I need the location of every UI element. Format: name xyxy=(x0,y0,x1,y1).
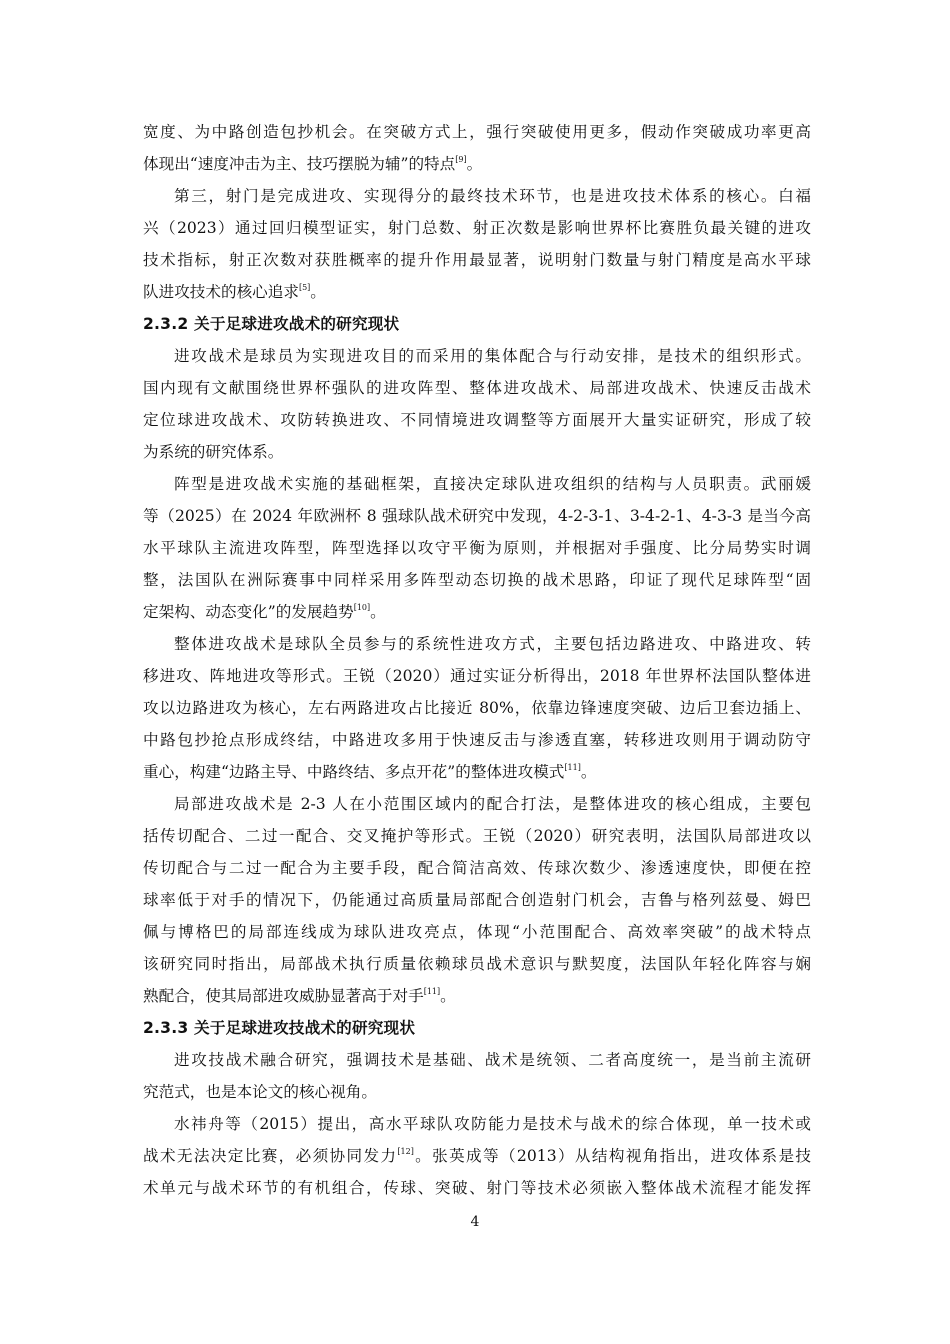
citation-marker: [5] xyxy=(298,283,311,292)
text-line xyxy=(143,404,811,436)
line-text: 局部进攻战术是 2-3 人在小范围区域内的配合打法，是整体进攻的核心组成，主要包 xyxy=(174,795,811,813)
line-text: 定架构、动态变化”的发展趋势 xyxy=(143,603,354,621)
line-text: 定位球进攻战术、攻防转换进攻、不同情境进攻调整等方面展开大量实证研究，形成了较 xyxy=(143,411,811,429)
line-text: 水祎舟等（2015）提出，高水平球队攻防能力是技术与战术的综合体现，单一技术或 xyxy=(174,1115,811,1133)
line-text: 为系统的研究体系。 xyxy=(143,443,284,461)
line-text: 移进攻、阵地进攻等形式。王锐（2020）通过实证分析得出，2018 年世界杯法国队整体进 xyxy=(143,667,811,685)
section-heading xyxy=(143,1012,811,1044)
line-text: 括传切配合、二过一配合、交叉掩护等形式。王锐（2020）研究表明，法国队局部进攻以 xyxy=(143,827,811,845)
line-text: 水平球队主流进攻阵型，阵型选择以攻守平衡为原则，并根据对手强度、比分局势实时调 xyxy=(143,539,811,557)
line-text: 传切配合与二过一配合为主要手段，配合简洁高效、传球次数少、渗透速度快，即便在控 xyxy=(143,859,811,877)
text-line xyxy=(143,916,811,948)
text-line xyxy=(143,884,811,916)
text-line xyxy=(143,532,811,564)
line-text-tail: 。张英成等（2013）从结构视角指出，进攻体系是技 xyxy=(413,1147,811,1165)
citation-marker: [9] xyxy=(455,155,467,164)
text-line xyxy=(143,628,811,660)
line-text: 进攻战术是球员为实现进攻目的而采用的集体配合与行动安排，是技术的组织形式。 xyxy=(174,347,811,365)
text-line xyxy=(143,692,811,724)
line-text: 整体进攻战术是球队全员参与的系统性进攻方式，主要包括边路进攻、中路进攻、转 xyxy=(174,635,811,653)
text-line xyxy=(143,660,811,692)
text-line xyxy=(143,436,811,468)
line-text-tail: 。 xyxy=(310,283,326,301)
line-text: 进攻技战术融合研究，强调技术是基础、战术是统领、二者高度统一，是当前主流研 xyxy=(174,1051,811,1069)
line-text-tail: 。 xyxy=(466,155,483,173)
line-text-tail: 。 xyxy=(370,603,386,621)
line-text: 术单元与战术环节的有机组合，传球、突破、射门等技术必须嵌入整体战术流程才能发挥 xyxy=(143,1179,811,1197)
line-text: 球率低于对手的情况下，仍能通过高质量局部配合创造射门机会，吉鲁与格列兹曼、姆巴 xyxy=(143,891,811,909)
text-line xyxy=(143,852,811,884)
line-text: 队进攻技术的核心追求 xyxy=(143,283,299,301)
body-text xyxy=(143,116,811,1204)
text-line xyxy=(143,148,811,180)
line-text: 攻以边路进攻为核心，左右两路进攻占比接近 80%，依靠边锋速度突破、边后卫套边插上、 xyxy=(143,699,811,717)
text-line xyxy=(143,180,811,212)
text-line xyxy=(143,500,811,532)
text-line xyxy=(143,564,811,596)
text-line xyxy=(143,340,811,372)
text-line xyxy=(143,596,811,628)
line-text: 国内现有文献围绕世界杯强队的进攻阵型、整体进攻战术、局部进攻战术、快速反击战术 xyxy=(143,379,811,397)
page-number: 4 xyxy=(470,1214,480,1230)
line-text: 2.3.3 关于足球进攻技战术的研究现状 xyxy=(143,1019,416,1037)
text-line xyxy=(143,948,811,980)
line-text: 阵型是进攻战术实施的基础框架，直接决定球队进攻组织的结构与人员职责。武丽媛 xyxy=(174,475,811,493)
citation-marker: [11] xyxy=(423,987,441,996)
line-text: 体现出“速度冲击为主、技巧摆脱为辅”的特点 xyxy=(143,155,456,173)
text-line xyxy=(143,1108,811,1140)
line-text: 2.3.2 关于足球进攻战术的研究现状 xyxy=(143,315,400,333)
text-line xyxy=(143,980,811,1012)
line-text: 技术指标，射正次数对获胜概率的提升作用最显著，说明射门数量与射门精度是高水平球 xyxy=(143,251,811,269)
line-text: 战术无法决定比赛，必须协同发力 xyxy=(143,1147,398,1165)
line-text: 兴（2023）通过回归模型证实，射门总数、射正次数是影响世界杯比赛胜负最关键的进攻 xyxy=(143,219,811,237)
text-line xyxy=(143,724,811,756)
text-line xyxy=(143,244,811,276)
line-text: 第三，射门是完成进攻、实现得分的最终技术环节，也是进攻技术体系的核心。白福 xyxy=(174,187,811,205)
line-text: 重心，构建“边路主导、中路终结、多点开花”的整体进攻模式 xyxy=(143,763,565,781)
text-line xyxy=(143,1044,811,1076)
text-line xyxy=(143,116,811,148)
text-line xyxy=(143,1076,811,1108)
line-text: 究范式，也是本论文的核心视角。 xyxy=(143,1083,377,1101)
text-line xyxy=(143,212,811,244)
line-text: 该研究同时指出，局部战术执行质量依赖球员战术意识与默契度，法国队年轻化阵容与娴 xyxy=(143,955,811,973)
line-text-tail: 。 xyxy=(440,987,456,1005)
line-text: 宽度、为中路创造包抄机会。在突破方式上，强行突破使用更多，假动作突破成功率更高 xyxy=(143,123,811,141)
text-line xyxy=(143,372,811,404)
text-line xyxy=(143,1140,811,1172)
line-text: 整，法国队在洲际赛事中同样采用多阵型动态切换的战术思路，印证了现代足球阵型“固 xyxy=(143,571,811,589)
text-line xyxy=(143,468,811,500)
citation-marker: [10] xyxy=(353,603,371,612)
text-line xyxy=(143,276,811,308)
line-text: 佩与博格巴的局部连线成为球队进攻亮点，体现“小范围配合、高效率突破”的战术特点 xyxy=(143,923,811,941)
section-heading xyxy=(143,308,811,340)
line-text: 熟配合，使其局部进攻威胁显著高于对手 xyxy=(143,987,424,1005)
citation-marker: [12] xyxy=(397,1147,414,1156)
line-text: 中路包抄抢点形成终结，中路进攻多用于快速反击与渗透直塞，转移进攻则用于调动防守 xyxy=(143,731,811,749)
text-line xyxy=(143,788,811,820)
text-line xyxy=(143,756,811,788)
line-text: 等（2025）在 2024 年欧洲杯 8 强球队战术研究中发现，4-2-3-1、3-4-2-1、4-3-3 是当今高 xyxy=(143,507,811,525)
text-line xyxy=(143,1172,811,1204)
line-text-tail: 。 xyxy=(580,763,597,781)
citation-marker: [11] xyxy=(564,763,581,772)
text-line xyxy=(143,820,811,852)
